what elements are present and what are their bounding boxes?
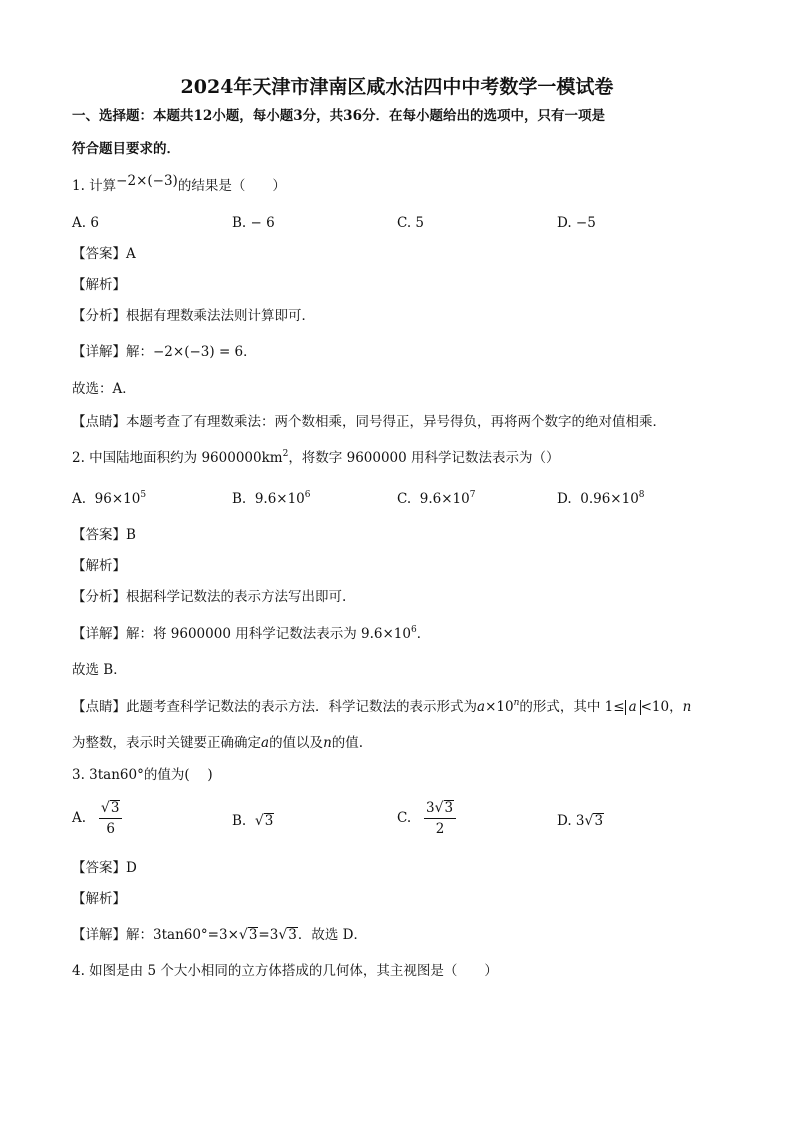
q2-analysis-label: 【解析】 bbox=[72, 558, 126, 574]
q3-xiangjie: 【详解】解：3tan60°=3×√3=3√3．故选 D． bbox=[72, 927, 367, 943]
q2-dianjing-var-a: a bbox=[477, 699, 486, 715]
q2-dianjing-times: ×10 bbox=[485, 699, 514, 715]
q2-option-c-exp: 7 bbox=[469, 490, 476, 500]
q2-guxuan: 故选 B． bbox=[72, 662, 127, 678]
q2-option-c-label: C. bbox=[397, 491, 412, 507]
q3-option-c-label: C. bbox=[397, 810, 412, 826]
q3-xiangjie-text-a: 【详解】解：3tan60°=3× bbox=[72, 927, 239, 943]
q2-dianjing-line2 bbox=[72, 734, 363, 752]
q1-xiangjie-prefix: 【详解】解： bbox=[72, 344, 153, 360]
q2-dianjing-text-a: 【点睛】此题考查科学记数法的表示方法．科学记数法的表示形式为 bbox=[72, 699, 477, 715]
q2-option-d-label: D. bbox=[557, 491, 572, 507]
q3-option-c bbox=[397, 800, 456, 837]
q3-option-d: D. 3√3 bbox=[557, 813, 604, 829]
q2-stem bbox=[72, 449, 560, 467]
q2-option-c-base: 9.6×10 bbox=[419, 491, 470, 507]
q1-guxuan: 故选：A． bbox=[72, 381, 136, 397]
q3-xiangjie-radicand1: 3 bbox=[248, 927, 258, 943]
q2-xiangjie bbox=[72, 625, 430, 643]
q2-dianjing-var-n2: n bbox=[682, 699, 692, 715]
q2-dianjing2-text-c: 的值. bbox=[331, 735, 364, 751]
section-heading-line1: 一、选择题：本题共12小题，每小题3分，共36分．在每小题给出的选项中，只有一项是 bbox=[72, 108, 605, 124]
q2-xiangjie-exp: 6 bbox=[410, 625, 417, 635]
q4-stem: 4. 如图是由 5 个大小相同的立方体搭成的几何体，其主视图是（ ） bbox=[72, 963, 498, 979]
q2-option-d-base: 0.96×10 bbox=[580, 491, 639, 507]
q3-option-d-radicand: 3 bbox=[594, 813, 604, 829]
q3-option-d-label: D. 3 bbox=[557, 813, 585, 829]
q2-dianjing2-var-n: n bbox=[323, 735, 332, 751]
q1-answer: 【答案】A bbox=[72, 246, 136, 262]
q1-suffix: 的结果是（ ） bbox=[177, 178, 286, 194]
q2-unit-sup: 2 bbox=[282, 449, 289, 459]
q1-xiangjie bbox=[72, 343, 257, 361]
q3-xiangjie-text-c: ．故选 D． bbox=[297, 927, 367, 943]
q3-option-a-numerator: 3 bbox=[110, 800, 120, 816]
q1-dianjing: 【点睛】本题考查了有理数乘法：两个数相乘，同号得正，异号得负，再将两个数字的绝对值相乘． bbox=[72, 414, 666, 430]
q2-dianjing2-text-a: 为整数，表示时关键要正确确定 bbox=[72, 735, 261, 751]
q3-answer: 【答案】D bbox=[72, 860, 137, 876]
q1-stem bbox=[72, 173, 286, 195]
q2-dianjing-line1 bbox=[72, 698, 691, 716]
q2-option-d bbox=[557, 490, 645, 508]
q2-option-b-base: 9.6×10 bbox=[254, 491, 305, 507]
q1-xiangjie-suffix: ． bbox=[243, 344, 257, 360]
q2-fenxi: 【分析】根据科学记数法的表示方法写出即可. bbox=[72, 589, 347, 605]
q2-dianjing-le: ≤ bbox=[613, 699, 625, 715]
page-title: 2024年天津市津南区咸水沽四中中考数学一模试卷 bbox=[180, 76, 614, 98]
q1-fenxi: 【分析】根据有理数乘法法则计算即可． bbox=[72, 308, 315, 324]
q2-unit: km bbox=[261, 450, 283, 466]
q2-option-b bbox=[232, 490, 311, 508]
q2-dianjing-text-b: 的形式，其中 1 bbox=[519, 699, 614, 715]
q2-option-a-exp: 5 bbox=[140, 490, 147, 500]
q2-option-d-exp: 8 bbox=[638, 490, 645, 500]
q3-stem: 3. 3tan60°的值为( ) bbox=[72, 767, 213, 783]
section-heading-line2: 符合题目要求的． bbox=[72, 141, 180, 157]
q3-option-a-fraction: $\frac{√3}{6}$ bbox=[99, 800, 123, 837]
q3-option-b: B. √3 bbox=[232, 813, 274, 829]
q1-expression: −2×(−3) bbox=[116, 173, 178, 189]
q2-answer: 【答案】B bbox=[72, 527, 136, 543]
q2-stem-a: 2. 中国陆地面积约为 9600000 bbox=[72, 450, 262, 466]
q1-prefix: 1. 计算 bbox=[72, 178, 117, 194]
q3-option-b-label: B. bbox=[232, 813, 247, 829]
q2-xiangjie-prefix: 【详解】解：将 9600000 用科学记数法表示为 bbox=[72, 626, 361, 642]
q1-option-d: D. −5 bbox=[557, 215, 596, 231]
q1-xiangjie-expression: −2×(−3) = 6 bbox=[153, 344, 244, 360]
q3-option-a bbox=[72, 800, 122, 837]
q2-option-b-label: B. bbox=[232, 491, 247, 507]
q2-dianjing-var-n: n bbox=[513, 698, 520, 708]
q1-analysis-label: 【解析】 bbox=[72, 277, 126, 293]
q3-option-b-radicand: 3 bbox=[264, 813, 274, 829]
q1-option-a: A. 6 bbox=[72, 215, 99, 231]
q2-xiangjie-suffix: ． bbox=[416, 626, 431, 642]
q2-dianjing2-var-a: a bbox=[261, 735, 270, 751]
q2-dianjing-text-c: <10， bbox=[640, 699, 683, 715]
q3-option-c-fraction: $\frac{3√3}{2}$ bbox=[424, 800, 456, 837]
q3-option-c-radicand: 3 bbox=[444, 800, 454, 816]
q1-option-c: C. 5 bbox=[397, 215, 425, 231]
q2-stem-b: ，将数字 9600000 用科学记数法表示为（） bbox=[288, 450, 560, 466]
q2-option-c bbox=[397, 490, 475, 508]
q2-dianjing-abs-a: a bbox=[625, 700, 641, 715]
q2-xiangjie-base: 9.6×10 bbox=[361, 626, 411, 642]
q2-option-a-label: A. bbox=[72, 491, 87, 507]
q3-option-c-coef: 3 bbox=[426, 800, 435, 816]
q3-option-a-label: A. bbox=[72, 810, 87, 826]
q2-option-a-base: 96×10 bbox=[94, 491, 141, 507]
q3-option-a-denominator: 6 bbox=[106, 821, 115, 837]
q3-option-c-denominator: 2 bbox=[435, 821, 445, 837]
q2-dianjing2-text-b: 的值以及 bbox=[269, 735, 324, 751]
q3-xiangjie-radicand2: 3 bbox=[288, 927, 297, 943]
q1-option-b: B. − 6 bbox=[232, 215, 275, 231]
q3-analysis-label: 【解析】 bbox=[72, 891, 126, 907]
q2-option-b-exp: 6 bbox=[304, 490, 311, 500]
q2-option-a bbox=[72, 490, 146, 508]
q3-xiangjie-text-b: =3 bbox=[258, 927, 279, 943]
